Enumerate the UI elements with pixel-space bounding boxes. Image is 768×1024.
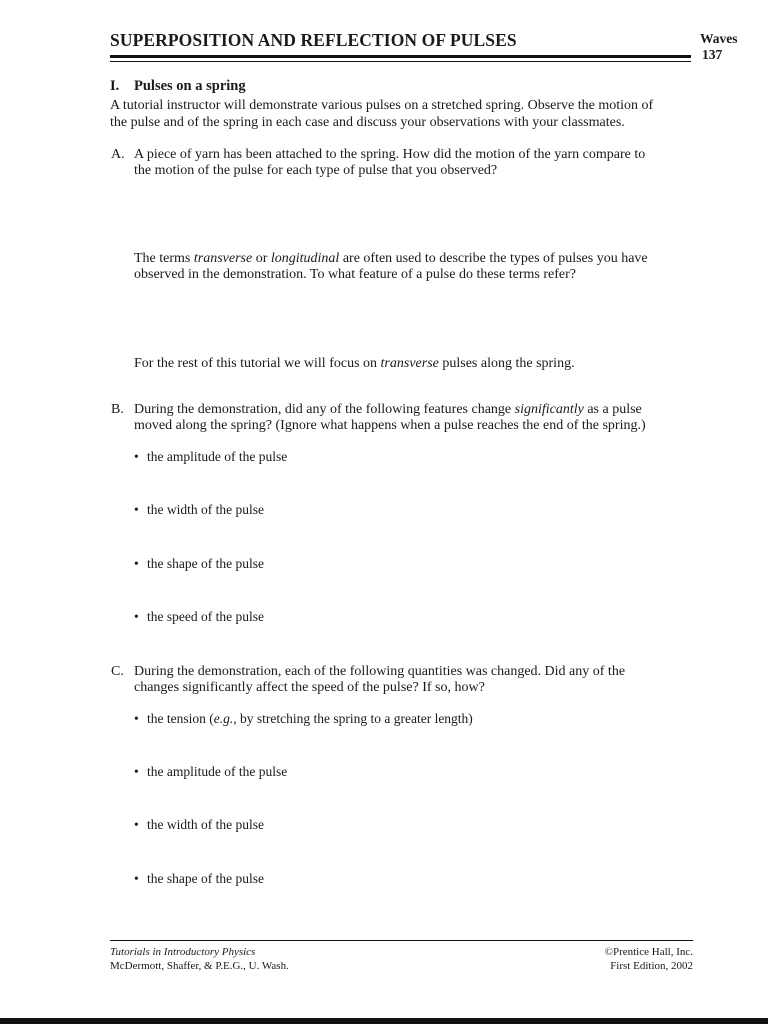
- tension-post: by stretching the spring to a greater length): [236, 711, 473, 726]
- bullet-icon: •: [134, 609, 139, 624]
- list-item: [134, 817, 264, 833]
- question-b-post: as a pulse: [583, 402, 642, 417]
- list-item: [134, 711, 473, 727]
- bullet-icon: •: [134, 711, 139, 726]
- bullet-icon: •: [134, 449, 139, 464]
- tension-pre: the tension (: [147, 711, 214, 726]
- list-item: [134, 556, 264, 572]
- footer-rule: [110, 940, 693, 941]
- intro-line-1: A tutorial instructor will demonstrate various pulses on a stretched spring. Observe the motion of: [110, 98, 654, 113]
- question-a-line-1: A piece of yarn has been attached to the spring. How did the motion of the yarn compare to: [134, 147, 646, 162]
- footer-book-title: Tutorials in Introductory Physics: [110, 946, 256, 958]
- list-item-text: the shape of the pulse: [147, 871, 264, 886]
- terms-post: are often used to describe the types of pulses you have: [339, 251, 648, 266]
- section-number: I.: [110, 78, 120, 94]
- bullet-icon: •: [134, 817, 139, 832]
- section-title: Pulses on a spring: [134, 78, 246, 94]
- list-item-text: the width of the pulse: [147, 502, 264, 517]
- list-item: [134, 449, 287, 465]
- section-heading: [110, 78, 246, 95]
- question-c-line-1: During the demonstration, each of the following quantities was changed. Did any of the: [134, 664, 626, 679]
- terms-line-1: [134, 251, 704, 268]
- section-name: Waves: [700, 31, 738, 46]
- bullet-icon: •: [134, 871, 139, 886]
- list-item-text: the width of the pulse: [147, 817, 264, 832]
- list-item: [134, 609, 264, 625]
- header-rule-thick: [110, 55, 691, 58]
- terms-mid: or: [252, 251, 271, 266]
- list-item-text: the amplitude of the pulse: [147, 764, 288, 779]
- question-b-label: B.: [111, 402, 124, 417]
- footer-edition: First Edition, 2002: [610, 960, 693, 972]
- question-a-line-2: the motion of the pulse for each type of pulse that you observed?: [134, 163, 498, 178]
- term-longitudinal: longitudinal: [270, 251, 340, 266]
- bullet-icon: •: [134, 502, 139, 517]
- focus-pre: For the rest of this tutorial we will focus on: [134, 356, 381, 371]
- question-b-line-1: [134, 402, 704, 419]
- focus-term: transverse: [380, 356, 439, 371]
- bullet-icon: •: [134, 764, 139, 779]
- list-item-text: the shape of the pulse: [147, 556, 264, 571]
- terms-pre: The terms: [134, 251, 194, 266]
- terms-line-2: observed in the demonstration. To what feature of a pulse do these terms refer?: [134, 267, 576, 282]
- page-title: SUPERPOSITION AND REFLECTION OF PULSES: [110, 30, 517, 50]
- question-b-pre: During the demonstration, did any of the following features change: [134, 402, 515, 417]
- focus-post: pulses along the spring.: [438, 356, 575, 371]
- question-c-label: C.: [111, 664, 124, 679]
- focus-line: [134, 356, 704, 373]
- question-a-label: A.: [111, 147, 125, 162]
- bullet-icon: •: [134, 556, 139, 571]
- page-number: 137: [702, 47, 723, 62]
- footer-copyright: ©Prentice Hall, Inc.: [604, 946, 693, 958]
- question-b-line-2: moved along the spring? (Ignore what happens when a pulse reaches the end of the spring.): [134, 418, 646, 433]
- list-item-text: the amplitude of the pulse: [147, 449, 288, 464]
- list-item: [134, 502, 264, 518]
- header-rule-thin: [110, 61, 691, 62]
- tension-example: e.g.,: [213, 711, 237, 726]
- intro-line-2: the pulse and of the spring in each case and discuss your observations with your classmates.: [110, 115, 625, 130]
- scan-bottom-edge: [0, 1018, 768, 1024]
- question-c-line-2: changes significantly affect the speed of the pulse? If so, how?: [134, 680, 485, 695]
- list-item: [134, 871, 264, 887]
- list-item: [134, 764, 287, 780]
- term-transverse: transverse: [193, 251, 253, 266]
- footer-authors: McDermott, Shaffer, & P.E.G., U. Wash.: [110, 960, 289, 972]
- list-item-text: the speed of the pulse: [147, 609, 264, 624]
- question-b-emphasis: significantly: [514, 402, 584, 417]
